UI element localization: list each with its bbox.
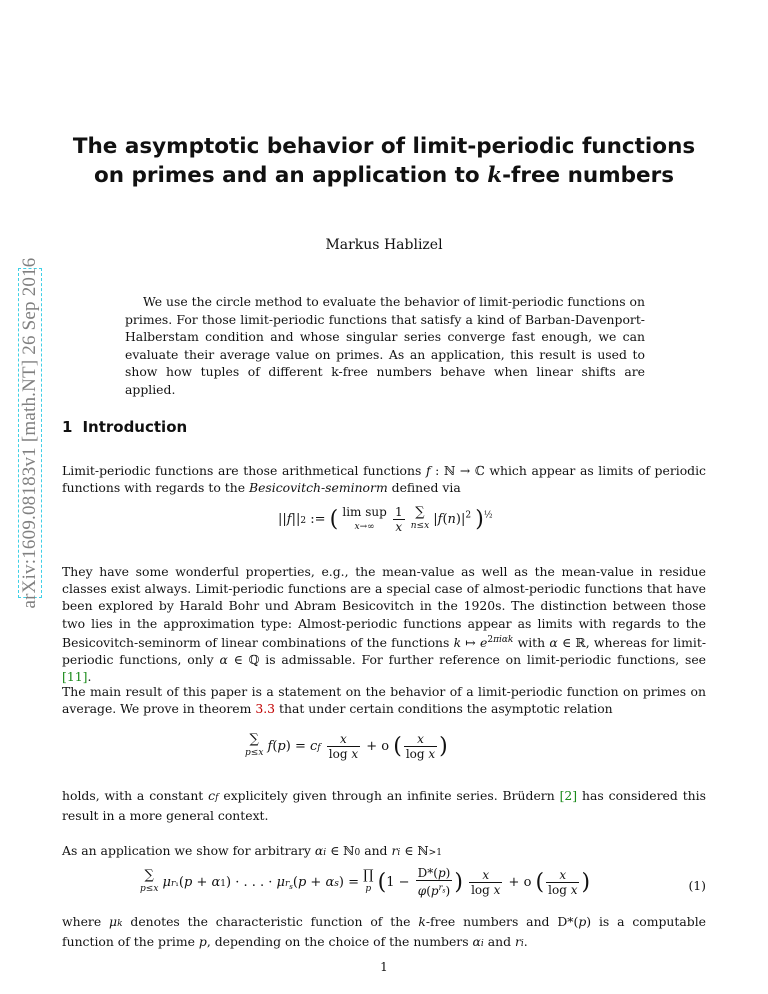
p3-b: that under certain conditions the asymptotic relation [275, 701, 613, 717]
equation-seminorm: ||f||2 := ( lim sup x→∞ $\frac{1}{x}$ ∑ n≤x $|f(n)|^2$ )$^{\frac{1}{2}}$ [278, 504, 493, 534]
p6-d: is a computable function of the prime [62, 914, 706, 950]
math-alpha-real: α ∈ ℝ [549, 634, 586, 650]
author: Markus Hablizel [325, 237, 443, 253]
paragraph-4 [62, 787, 706, 824]
equation-asymptotic: ∑ p≤x f(p) = cf $\frac{x}{\text{log x}}$ + o ( $\frac{x}{\text{log x}}$ ) [245, 732, 448, 761]
title-var: k [487, 163, 503, 188]
paragraph-5 [62, 842, 706, 862]
math-exp: k ↦ $e^{2\pi i\alpha k}$ [453, 634, 514, 650]
title-text-2: -free numbers [502, 163, 675, 188]
p1-a: Limit-periodic functions are those arithmetical functions [62, 463, 426, 478]
p2-a: They have some wonderful properties, e.g., the mean-value as well as the mean-value in residue classes exist always. Limit-periodic functions are a special case of almost-periodic functions that have been explored by Harald Bohr und Abram Besicovitch in the 1920s. The distinction between those two lies in the approximation type: Almost-periodic functions appear as limits with regards to the Besicovitch-seminorm of linear combinations of the functions [62, 564, 706, 650]
abstract-text: We use the circle method to evaluate the behavior of limit-periodic functions on primes. For those limit-periodic functions that satisfy a kind of Barban-Davenport-Halberstam condition and whose singular series converge fast enough, we can evaluate their average value on primes. As an application, this result is used to show how tuples of different k-free numbers behave when linear shifts are applied. [125, 294, 645, 397]
math-alpha-i: αi [472, 934, 484, 950]
p2-e: . [87, 669, 92, 685]
math-alpha-n0: αi ∈ ℕ0 [314, 843, 361, 858]
paper-title [60, 132, 708, 190]
citation-link[interactable]: [2] [559, 788, 578, 803]
math-f-map: f : ℕ → ℂ [425, 463, 485, 478]
paragraph-6 [62, 913, 706, 953]
math-cf: cf [208, 788, 219, 803]
p6-f: and [483, 934, 515, 950]
section-title: Introduction [82, 418, 188, 436]
p2-b: with [513, 634, 550, 650]
p5-a: As an application we show for arbitrary [62, 843, 315, 858]
p6-g: . [523, 934, 528, 950]
equation-1: ∑ p≤x μr₁(p + α1) · . . . · $\mu r_s(p + \alpha s)$ = ∏ p (1 − $\frac{D*(p)}{\varphi(p^{r_s})}$ ) $\frac{x}{\text{log x}}$ + o ( $\frac{x}{\text{log x}}$ ) [140, 866, 591, 898]
page-number: 1 [380, 960, 388, 974]
p5-b: and [360, 843, 392, 858]
p1-b: which appear as limits of periodic functions with regards to the [62, 463, 706, 496]
math-alpha-rational: α ∈ ℚ [219, 652, 260, 668]
section-heading [62, 418, 187, 436]
section-number: 1 [62, 418, 73, 436]
p4-b: explicitely given through an infinite series. Brüdern [218, 788, 560, 803]
p6-b: denotes the characteristic function of the [122, 914, 419, 929]
equation-number: (1) [688, 878, 706, 893]
p1-d: defined via [387, 480, 461, 496]
paragraph-2 [62, 563, 706, 686]
p2-d: is admissable. For further reference on limit-periodic functions, see [259, 652, 707, 668]
math-p: p [198, 934, 207, 950]
abstract [125, 293, 645, 398]
citation-link[interactable]: [11] [62, 669, 88, 685]
paragraph-1 [62, 462, 706, 496]
p1-c: Besicovitch-seminorm [248, 480, 388, 496]
p6-e: , depending on the choice of the numbers [206, 934, 473, 950]
title-text-1: The asymptotic behavior of limit-periodic functions on primes and an application to [72, 134, 696, 188]
math-dstar: D*(p) [557, 914, 592, 929]
p6-a: where [62, 914, 110, 929]
math-r-n1: ri ∈ ℕ>1 [391, 843, 442, 858]
math-mu-k: μk [109, 914, 123, 929]
p2-c: , whereas for limit-periodic functions, only [62, 634, 706, 668]
arxiv-id: arXiv:1609.08183v1 [math.NT] 26 Sep 2016 [19, 257, 40, 609]
p4-c: has considered this result in a more general context. [62, 788, 706, 824]
p6-c: -free numbers and [425, 914, 558, 929]
math-r-i: ri [514, 934, 524, 950]
math-k: k [418, 914, 426, 929]
theorem-link[interactable]: 3.3 [255, 701, 276, 717]
p3-a: The main result of this paper is a statement on the behavior of a limit-periodic function on primes on average. We prove in theorem [62, 684, 706, 717]
arxiv-stamp[interactable] [18, 257, 42, 609]
paragraph-3 [62, 683, 706, 717]
p4-a: holds, with a constant [62, 788, 209, 803]
